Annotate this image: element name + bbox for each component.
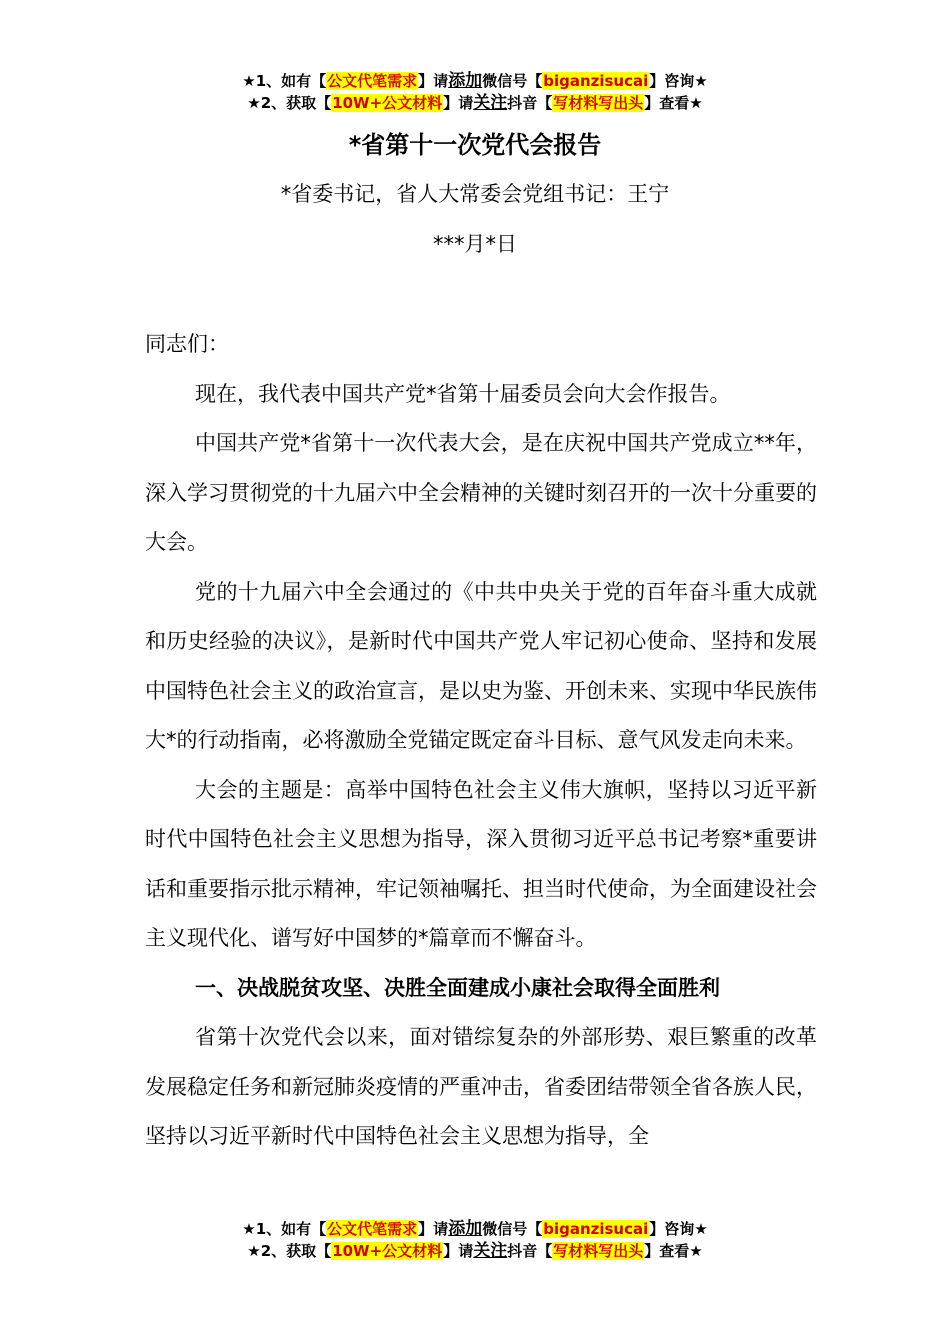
promo-douyin-id: 写材料写出头 [553,94,644,112]
promo-text: 】请 [443,94,474,112]
paragraph-1: 现在，我代表中国共产党*省第十届委员会向大会作报告。 [195,381,731,406]
promo-banner-top [0,70,950,114]
paragraph-4: 大会的主题是：高举中国特色社会主义伟大旗帜，坚持以习近平新时代中国特色社会主义思想为指导，深入贯彻习近平总书记考察*重要讲话和重要指示批示精神，牢记领袖嘱托、担当时代使命，为全面建设社会主义现代化、谱写好中国梦的*篇章而不懈奋斗。 [145,777,817,950]
promo-highlight: 公文代笔需求 [327,1220,418,1238]
promo-text: 】咨询★ [649,72,708,90]
promo-text: ★1、如有【 [242,1220,327,1238]
promo-douyin-id: 写材料写出头 [553,1242,644,1260]
promo-highlight: 10W+公文材料 [332,1242,443,1260]
promo-underlined: 添加 [448,71,483,91]
promo-text: 抖音【 [507,94,553,112]
promo-line-2 [0,92,950,114]
promo-text: 微信号【 [482,72,543,90]
section-heading-1: 一、决战脱贫攻坚、决胜全面建成小康社会取得全面胜利 [195,975,720,1000]
promo-highlight: 公文代笔需求 [327,72,418,90]
promo-line-2 [0,1240,950,1262]
promo-text: ★1、如有【 [242,72,327,90]
promo-text: 抖音【 [507,1242,553,1260]
document-author: *省委书记，省人大常委会党组书记：王宁 [280,182,670,206]
section-1-paragraph: 省第十次党代会以来，面对错综复杂的外部形势、艰巨繁重的改革发展稳定任务和新冠肺炎疫情的严重冲击，省委团结带领全省各族人民，坚持以习近平新时代中国特色社会主义思想为指导，全 [145,1025,817,1148]
promo-text: 】查看★ [644,1242,703,1260]
promo-text: 】请 [418,1220,449,1238]
paragraph-3: 党的十九届六中全会通过的《中共中央关于党的百年奋斗重大成就和历史经验的决议》，是新时代中国共产党人牢记初心使命、坚持和发展中国特色社会主义的政治宣言，是以史为鉴、开创未来、实现中华民族伟大*的行动指南，必将激励全党锚定既定奋斗目标、意气风发走向未来。 [145,579,817,752]
promo-text: 】咨询★ [649,1220,708,1238]
promo-wechat-id: biganzisucai [543,72,649,90]
promo-text: 】查看★ [644,94,703,112]
promo-text: ★2、获取【 [247,94,332,112]
salutation: 同志们： [145,332,229,356]
promo-underlined: 添加 [448,1219,483,1239]
promo-underlined: 关注 [473,93,508,113]
promo-text: 微信号【 [482,1220,543,1238]
promo-line-1 [0,1218,950,1240]
document-title: *省第十一次党代会报告 [348,131,602,159]
document-date: ***月*日 [433,232,517,256]
promo-underlined: 关注 [473,1241,508,1261]
promo-highlight: 10W+公文材料 [332,94,443,112]
promo-banner-bottom [0,1218,950,1262]
paragraph-2: 中国共产党*省第十一次代表大会，是在庆祝中国共产党成立**年，深入学习贯彻党的十九届六中全会精神的关键时刻召开的一次十分重要的大会。 [145,431,817,554]
promo-text: 】请 [418,72,449,90]
promo-text: 】请 [443,1242,474,1260]
promo-wechat-id: biganzisucai [543,1220,649,1238]
promo-line-1 [0,70,950,92]
document-body [145,320,817,1162]
promo-text: ★2、获取【 [247,1242,332,1260]
